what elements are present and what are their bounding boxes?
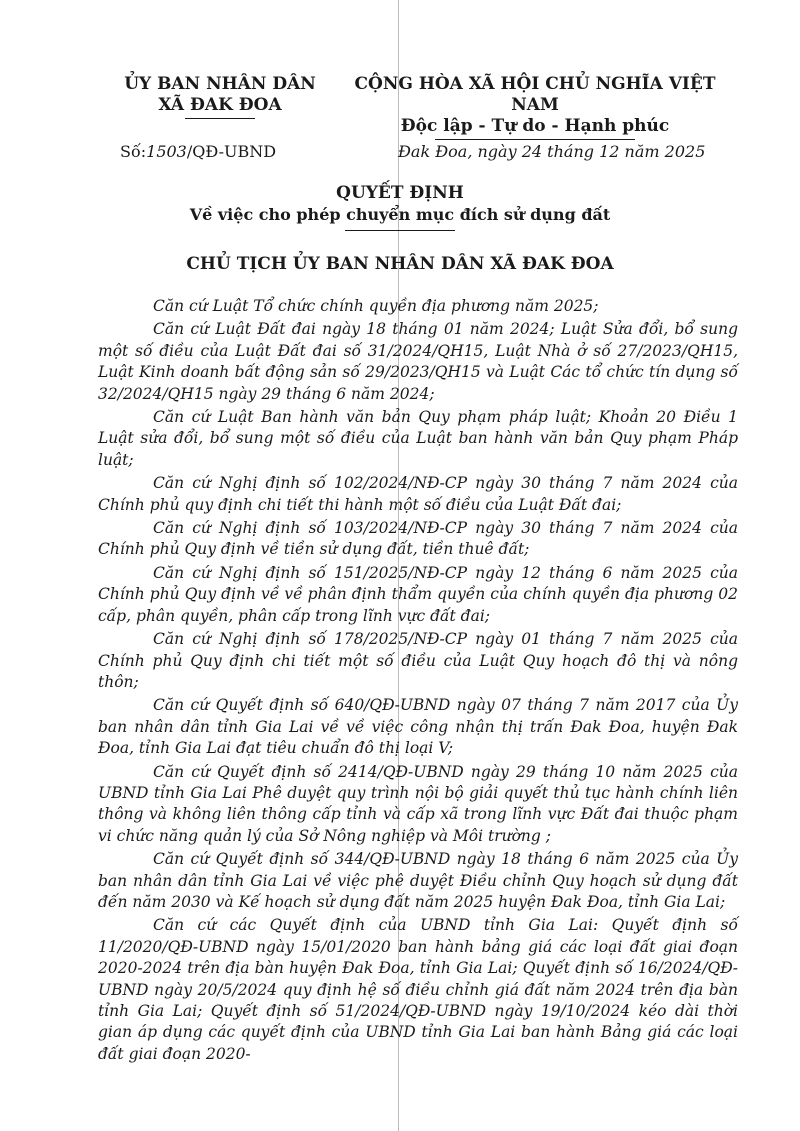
paragraph: Căn cứ Luật Tổ chức chính quyền địa phương năm 2025; [153,297,599,315]
paragraph: Căn cứ Quyết định số 640/QĐ-UBND ngày 07 tháng 7 năm 2017 của Ủy ban nhân dân tỉnh Gia Lai về về việc công nhận thị trấn Đak Đoa, huyện Đak Đoa, tỉnh Gia Lai đạt tiêu chuẩn đô thị loại V; [98,696,738,758]
date-day: 24 [521,142,543,161]
paragraph: Căn cứ Quyết định số 2414/QĐ-UBND ngày 29 tháng 10 năm 2025 của UBND tỉnh Gia Lai Phê duyệt quy trình nội bộ giải quyết thủ tục hành chính liên thông và không liên thông cấp tỉnh và cấp xã trong lĩnh vực Đất đai thuộc phạm vi chức năng quản lý của Sở Nông nghiệp và Môi trường ; [98,762,738,845]
date-month: 12 [599,142,620,161]
issuing-authority-line1: ỦY BAN NHÂN DÂN [124,74,316,94]
document-number-prefix: Số: [120,142,147,161]
issuing-authority-underline [185,118,255,119]
national-heading [345,74,725,140]
document-number-suffix: /QĐ-UBND [186,142,277,161]
national-name: CỘNG HÒA XÃ HỘI CHỦ NGHĨA VIỆT NAM [354,74,716,115]
date-prefix: Đak Đoa, ngày [398,142,517,161]
issuing-authority [120,74,320,119]
paragraph: Căn cứ Quyết định số 344/QĐ-UBND ngày 18 tháng 6 năm 2025 của Ủy ban nhân dân tỉnh Gia Lai về việc phê duyệt Điều chỉnh Quy hoạch sử dụng đất đến năm 2030 và Kế hoạch sử dụng đất năm 2025 huyện Đak Đoa, tỉnh Gia Lai; [98,850,738,911]
national-motto: Độc lập - Tự do - Hạnh phúc [400,116,670,136]
document-title: QUYẾT ĐỊNH [336,183,464,203]
date-month-label: tháng [547,142,594,161]
paragraph: Căn cứ Nghị định số 178/2025/NĐ-CP ngày 01 tháng 7 năm 2025 của Chính phủ Quy định chi tiết một số điều của Luật Quy hoạch đô thị và nông thôn; [98,630,738,691]
document-number-handwritten: 1503 [146,142,187,161]
issuing-authority-line2: XÃ ĐAK ĐOA [158,95,282,115]
subtitle-underline [345,230,455,231]
paragraph: Căn cứ Nghị định số 103/2024/NĐ-CP ngày 30 tháng 7 năm 2024 của Chính phủ Quy định về tiền sử dụng đất, tiền thuê đất; [98,519,738,559]
paragraph: Căn cứ Luật Đất đai ngày 18 tháng 01 năm 2024; Luật Sửa đổi, bổ sung một số điều của Luật Đất đai số 31/2024/QH15, Luật Nhà ở số 27/2023/QH15, Luật Kinh doanh bất động sản số 29/2023/QH15 và Luật Các tổ chức tín dụng số 32/2024/QH15 ngày 29 tháng 6 năm 2024; [98,320,738,403]
document-number [120,142,276,161]
paragraph: Căn cứ Luật Ban hành văn bản Quy phạm pháp luật; Khoản 20 Điều 1 Luật sửa đổi, bổ sung một số điều của Luật ban hành văn bản Quy phạm Pháp luật; [98,408,738,469]
document-date [398,142,705,161]
paragraph: Căn cứ các Quyết định của UBND tỉnh Gia Lai: Quyết định số 11/2020/QĐ-UBND ngày 15/01/2020 ban hành bảng giá các loại đất giai đoạn 2020-2024 trên địa bàn huyện Đak Đoa, tỉnh Gia Lai; Quyết định số 16/2024/QĐ-UBND ngày 20/5/2024 quy định hệ số điều chỉnh giá đất năm 2024 trên địa bàn tỉnh Gia Lai; Quyết định số 51/2024/QĐ-UBND ngày 19/10/2024 kéo dài thời gian áp dụng các quyết định của UBND tỉnh Gia Lai ban hành Bảng giá các loại đất giai đoạn 2020- [98,916,738,1063]
paragraph: Căn cứ Nghị định số 102/2024/NĐ-CP ngày 30 tháng 7 năm 2024 của Chính phủ quy định chi tiết thi hành một số điều của Luật Đất đai; [98,474,738,514]
date-year: năm 2025 [624,142,706,161]
document-body [98,296,738,1067]
authority-heading: CHỦ TỊCH ỦY BAN NHÂN DÂN XÃ ĐAK ĐOA [186,254,614,274]
national-motto-underline [435,139,635,140]
paragraph: Căn cứ Nghị định số 151/2025/NĐ-CP ngày 12 tháng 6 năm 2025 của Chính phủ Quy định về về phân định thẩm quyền của chính quyền địa phương 02 cấp, phân quyền, phân cấp trong lĩnh vực đất đai; [98,563,738,625]
document-subtitle: Về việc cho phép chuyển mục đích sử dụng đất [189,205,611,224]
